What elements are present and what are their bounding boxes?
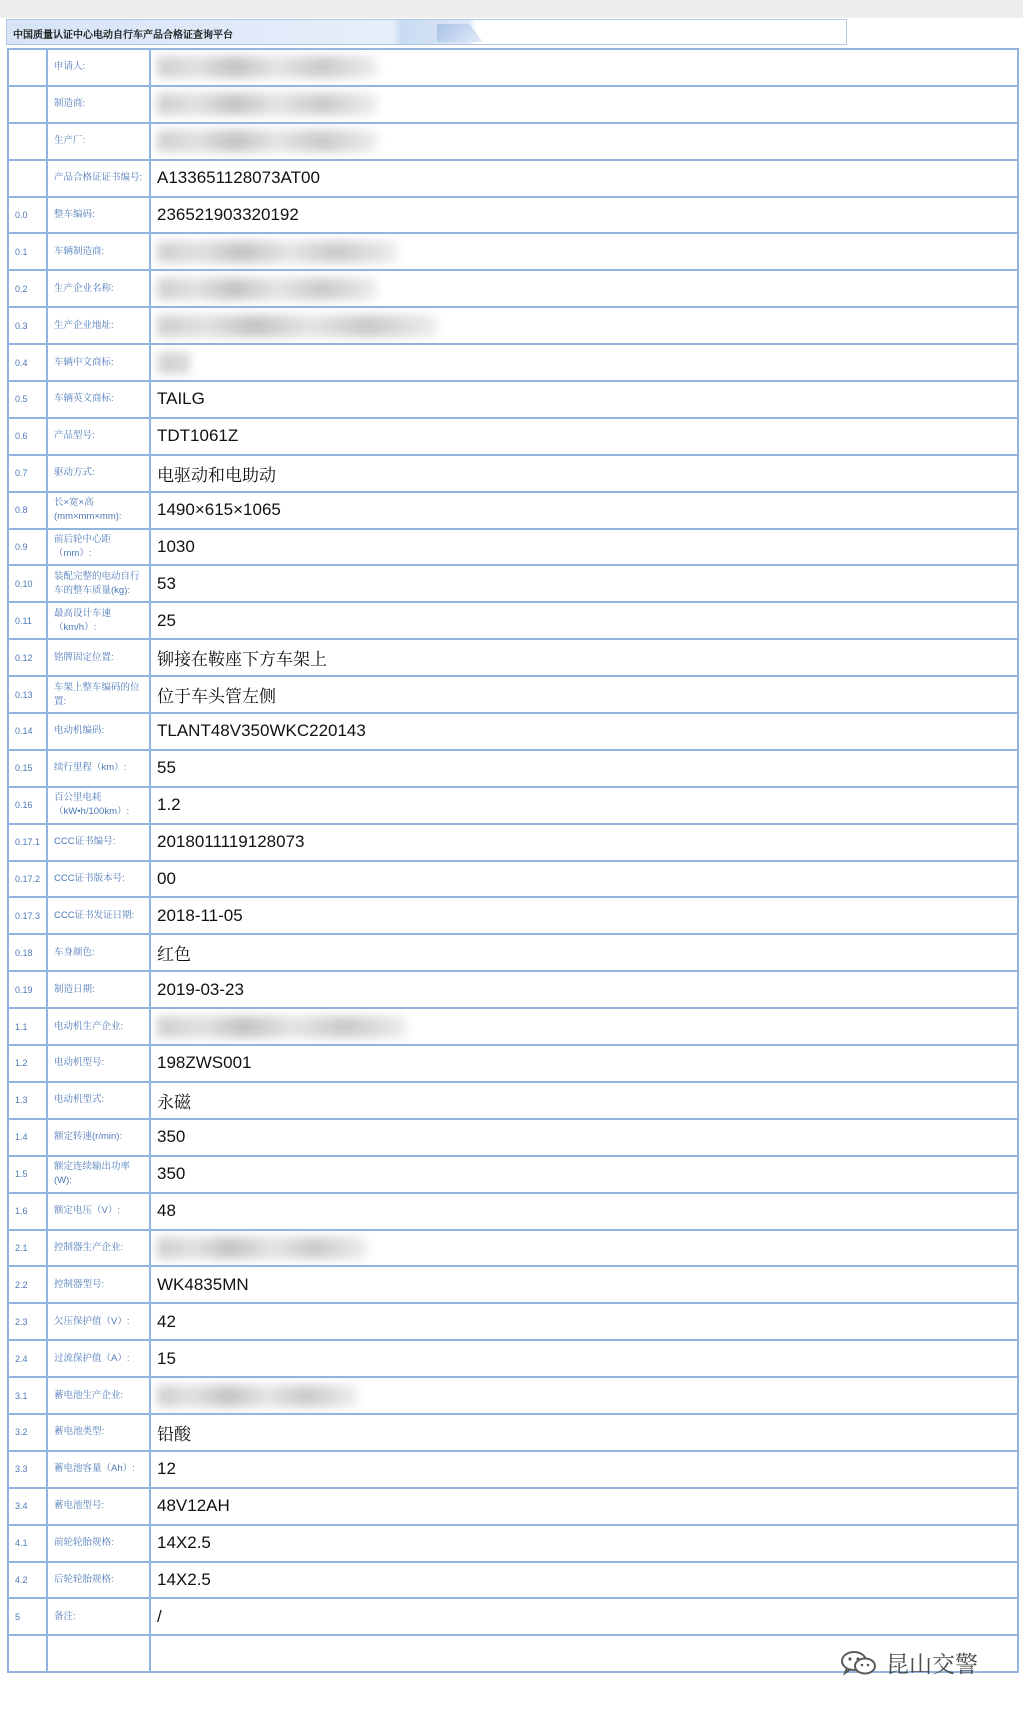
row-label: 蓄电池生产企业: <box>47 1377 150 1414</box>
row-label: 车辆英文商标: <box>47 381 150 418</box>
table-row <box>8 1230 1018 1267</box>
table-row <box>8 1414 1018 1451</box>
row-number: 0.11 <box>8 602 47 639</box>
row-label: 车身颜色: <box>47 934 150 971</box>
row-value: / <box>150 1598 1018 1635</box>
row-value: 12 <box>150 1451 1018 1488</box>
row-number: 0.17.1 <box>8 824 47 861</box>
page-title: 中国质量认证中心电动自行车产品合格证查询平台 <box>13 30 233 41</box>
row-label: 生产厂: <box>47 123 150 160</box>
top-strip <box>0 0 1023 18</box>
table-row <box>8 787 1018 824</box>
row-value: 1030 <box>150 529 1018 566</box>
row-value: 53 <box>150 565 1018 602</box>
row-number: 2.3 <box>8 1303 47 1340</box>
redacted-value <box>157 93 377 115</box>
row-value <box>150 86 1018 123</box>
row-label: 生产企业名称: <box>47 270 150 307</box>
row-number: 1.3 <box>8 1082 47 1119</box>
table-row <box>8 197 1018 234</box>
row-number: 0.13 <box>8 676 47 713</box>
row-value <box>150 49 1018 86</box>
redacted-value <box>157 130 377 152</box>
row-number: 0.10 <box>8 565 47 602</box>
row-value <box>150 1008 1018 1045</box>
row-label: 驱动方式: <box>47 455 150 492</box>
table-row <box>8 1525 1018 1562</box>
redacted-value <box>157 315 437 337</box>
row-value: TAILG <box>150 381 1018 418</box>
row-label: 控制器型号: <box>47 1266 150 1303</box>
row-label: 长×宽×高(mm×mm×mm): <box>47 492 150 529</box>
table-row <box>8 1488 1018 1525</box>
row-number: 0.18 <box>8 934 47 971</box>
row-number: 0.9 <box>8 529 47 566</box>
row-number: 3.2 <box>8 1414 47 1451</box>
table-row <box>8 1119 1018 1156</box>
row-label: CCC证书编号: <box>47 824 150 861</box>
row-label: 产品型号: <box>47 418 150 455</box>
row-value: 15 <box>150 1340 1018 1377</box>
certificate-table <box>7 48 1019 1673</box>
row-label: CCC证书版本号: <box>47 861 150 898</box>
row-value: 350 <box>150 1156 1018 1193</box>
row-number <box>8 86 47 123</box>
redacted-value <box>157 352 191 374</box>
table-row <box>8 1156 1018 1193</box>
watermark-text: 昆山交警 <box>886 1652 978 1678</box>
row-number: 2.4 <box>8 1340 47 1377</box>
row-number <box>8 49 47 86</box>
tab-notch <box>437 24 483 42</box>
row-value: 2018-11-05 <box>150 897 1018 934</box>
row-label: 蓄电池容量（Ah）: <box>47 1451 150 1488</box>
watermark <box>838 1646 978 1679</box>
row-label: 过流保护值（A）: <box>47 1340 150 1377</box>
row-number: 0.1 <box>8 233 47 270</box>
row-number <box>8 160 47 197</box>
row-number: 0.12 <box>8 639 47 676</box>
row-number: 4.1 <box>8 1525 47 1562</box>
row-label <box>47 1635 150 1672</box>
row-label: 产品合格证证书编号: <box>47 160 150 197</box>
row-value: 350 <box>150 1119 1018 1156</box>
table-row <box>8 160 1018 197</box>
row-value: 1490×615×1065 <box>150 492 1018 529</box>
row-label: 电动机编码: <box>47 713 150 750</box>
row-label: 额定电压（V）: <box>47 1193 150 1230</box>
row-value <box>150 1230 1018 1267</box>
table-row <box>8 897 1018 934</box>
row-number: 1.1 <box>8 1008 47 1045</box>
row-label: 制造商: <box>47 86 150 123</box>
row-label: 额定连续输出功率(W): <box>47 1156 150 1193</box>
redacted-value <box>157 1237 367 1259</box>
row-label: 续行里程（km）: <box>47 750 150 787</box>
row-number: 0.0 <box>8 197 47 234</box>
row-value: 55 <box>150 750 1018 787</box>
table-row <box>8 270 1018 307</box>
table-row <box>8 455 1018 492</box>
row-value: 14X2.5 <box>150 1525 1018 1562</box>
row-number: 0.15 <box>8 750 47 787</box>
wechat-icon <box>838 1648 880 1678</box>
row-label: 蓄电池型号: <box>47 1488 150 1525</box>
table-row <box>8 1266 1018 1303</box>
table-row <box>8 639 1018 676</box>
table-row <box>8 123 1018 160</box>
row-label: 百公里电耗（kW•h/100km）: <box>47 787 150 824</box>
row-value <box>150 233 1018 270</box>
row-label: 蓄电池类型: <box>47 1414 150 1451</box>
row-value: 红色 <box>150 934 1018 971</box>
row-label: 前轮轮胎规格: <box>47 1525 150 1562</box>
row-number <box>8 1635 47 1672</box>
row-number: 3.4 <box>8 1488 47 1525</box>
row-value <box>150 1377 1018 1414</box>
table-row <box>8 86 1018 123</box>
row-number: 0.17.3 <box>8 897 47 934</box>
table-row <box>8 1451 1018 1488</box>
row-label: 车辆中文商标: <box>47 344 150 381</box>
row-value: 位于车头管左侧 <box>150 676 1018 713</box>
row-number: 0.8 <box>8 492 47 529</box>
row-label: 整车编码: <box>47 197 150 234</box>
row-value: TLANT48V350WKC220143 <box>150 713 1018 750</box>
table-row <box>8 233 1018 270</box>
row-number: 2.2 <box>8 1266 47 1303</box>
row-label: 欠压保护值（V）: <box>47 1303 150 1340</box>
row-value: 电驱动和电助动 <box>150 455 1018 492</box>
row-label: 生产企业地址: <box>47 307 150 344</box>
row-number: 0.4 <box>8 344 47 381</box>
table-row <box>8 492 1018 529</box>
table-row <box>8 418 1018 455</box>
row-number: 1.6 <box>8 1193 47 1230</box>
row-value: 236521903320192 <box>150 197 1018 234</box>
table-row <box>8 861 1018 898</box>
row-label: 制造日期: <box>47 971 150 1008</box>
table-row <box>8 1562 1018 1599</box>
row-number: 0.16 <box>8 787 47 824</box>
row-number: 5 <box>8 1598 47 1635</box>
row-value <box>150 307 1018 344</box>
row-label: 装配完整的电动自行车的整车质量(kg): <box>47 565 150 602</box>
table-row <box>8 1008 1018 1045</box>
row-value: 00 <box>150 861 1018 898</box>
row-label: 铭牌固定位置: <box>47 639 150 676</box>
row-value: 42 <box>150 1303 1018 1340</box>
row-value: 铅酸 <box>150 1414 1018 1451</box>
table-row <box>8 529 1018 566</box>
redacted-value <box>157 1385 357 1407</box>
row-value <box>150 270 1018 307</box>
row-label: 备注: <box>47 1598 150 1635</box>
row-label: 申请人: <box>47 49 150 86</box>
row-value: WK4835MN <box>150 1266 1018 1303</box>
redacted-value <box>157 241 397 263</box>
row-label: 车架上整车编码的位置: <box>47 676 150 713</box>
table-row <box>8 971 1018 1008</box>
row-label: 车辆制造商: <box>47 233 150 270</box>
table-row <box>8 344 1018 381</box>
row-number: 0.14 <box>8 713 47 750</box>
row-label: 电动机生产企业: <box>47 1008 150 1045</box>
row-value: 198ZWS001 <box>150 1045 1018 1082</box>
row-value <box>150 344 1018 381</box>
row-value: 2019-03-23 <box>150 971 1018 1008</box>
title-bar <box>6 19 847 45</box>
table-row <box>8 1045 1018 1082</box>
redacted-value <box>157 56 377 78</box>
row-number: 4.2 <box>8 1562 47 1599</box>
row-number: 1.2 <box>8 1045 47 1082</box>
table-row <box>8 49 1018 86</box>
redacted-value <box>157 278 377 300</box>
table-row <box>8 1377 1018 1414</box>
table-row <box>8 1082 1018 1119</box>
row-label: 后轮轮胎规格: <box>47 1562 150 1599</box>
row-value: 1.2 <box>150 787 1018 824</box>
row-number: 3.1 <box>8 1377 47 1414</box>
row-value: 14X2.5 <box>150 1562 1018 1599</box>
row-value <box>150 123 1018 160</box>
row-value: TDT1061Z <box>150 418 1018 455</box>
table-row <box>8 934 1018 971</box>
row-number: 0.6 <box>8 418 47 455</box>
row-number: 0.19 <box>8 971 47 1008</box>
table-row <box>8 381 1018 418</box>
table-row <box>8 1340 1018 1377</box>
row-label: 控制器生产企业: <box>47 1230 150 1267</box>
table-row <box>8 565 1018 602</box>
table-row <box>8 307 1018 344</box>
table-row <box>8 1598 1018 1635</box>
row-value: A133651128073AT00 <box>150 160 1018 197</box>
row-label: 前后轮中心距（mm）: <box>47 529 150 566</box>
row-label: 电动机型号: <box>47 1045 150 1082</box>
table-row <box>8 1303 1018 1340</box>
table-row <box>8 1193 1018 1230</box>
row-value: 2018011119128073 <box>150 824 1018 861</box>
row-number: 3.3 <box>8 1451 47 1488</box>
row-number: 0.7 <box>8 455 47 492</box>
row-value: 48 <box>150 1193 1018 1230</box>
row-value: 25 <box>150 602 1018 639</box>
row-number: 2.1 <box>8 1230 47 1267</box>
row-number: 1.5 <box>8 1156 47 1193</box>
row-number: 0.5 <box>8 381 47 418</box>
row-label: 电动机型式: <box>47 1082 150 1119</box>
table-row <box>8 713 1018 750</box>
row-number: 0.17.2 <box>8 861 47 898</box>
row-number: 1.4 <box>8 1119 47 1156</box>
row-number: 0.2 <box>8 270 47 307</box>
row-number <box>8 123 47 160</box>
row-number: 0.3 <box>8 307 47 344</box>
row-value: 铆接在鞍座下方车架上 <box>150 639 1018 676</box>
row-value: 48V12AH <box>150 1488 1018 1525</box>
table-row <box>8 602 1018 639</box>
table-row <box>8 676 1018 713</box>
row-label: 最高设计车速（km/h）: <box>47 602 150 639</box>
row-label: CCC证书发证日期: <box>47 897 150 934</box>
table-row <box>8 824 1018 861</box>
table-row <box>8 750 1018 787</box>
redacted-value <box>157 1016 407 1038</box>
row-value: 永磁 <box>150 1082 1018 1119</box>
row-label: 额定转速(r/min): <box>47 1119 150 1156</box>
